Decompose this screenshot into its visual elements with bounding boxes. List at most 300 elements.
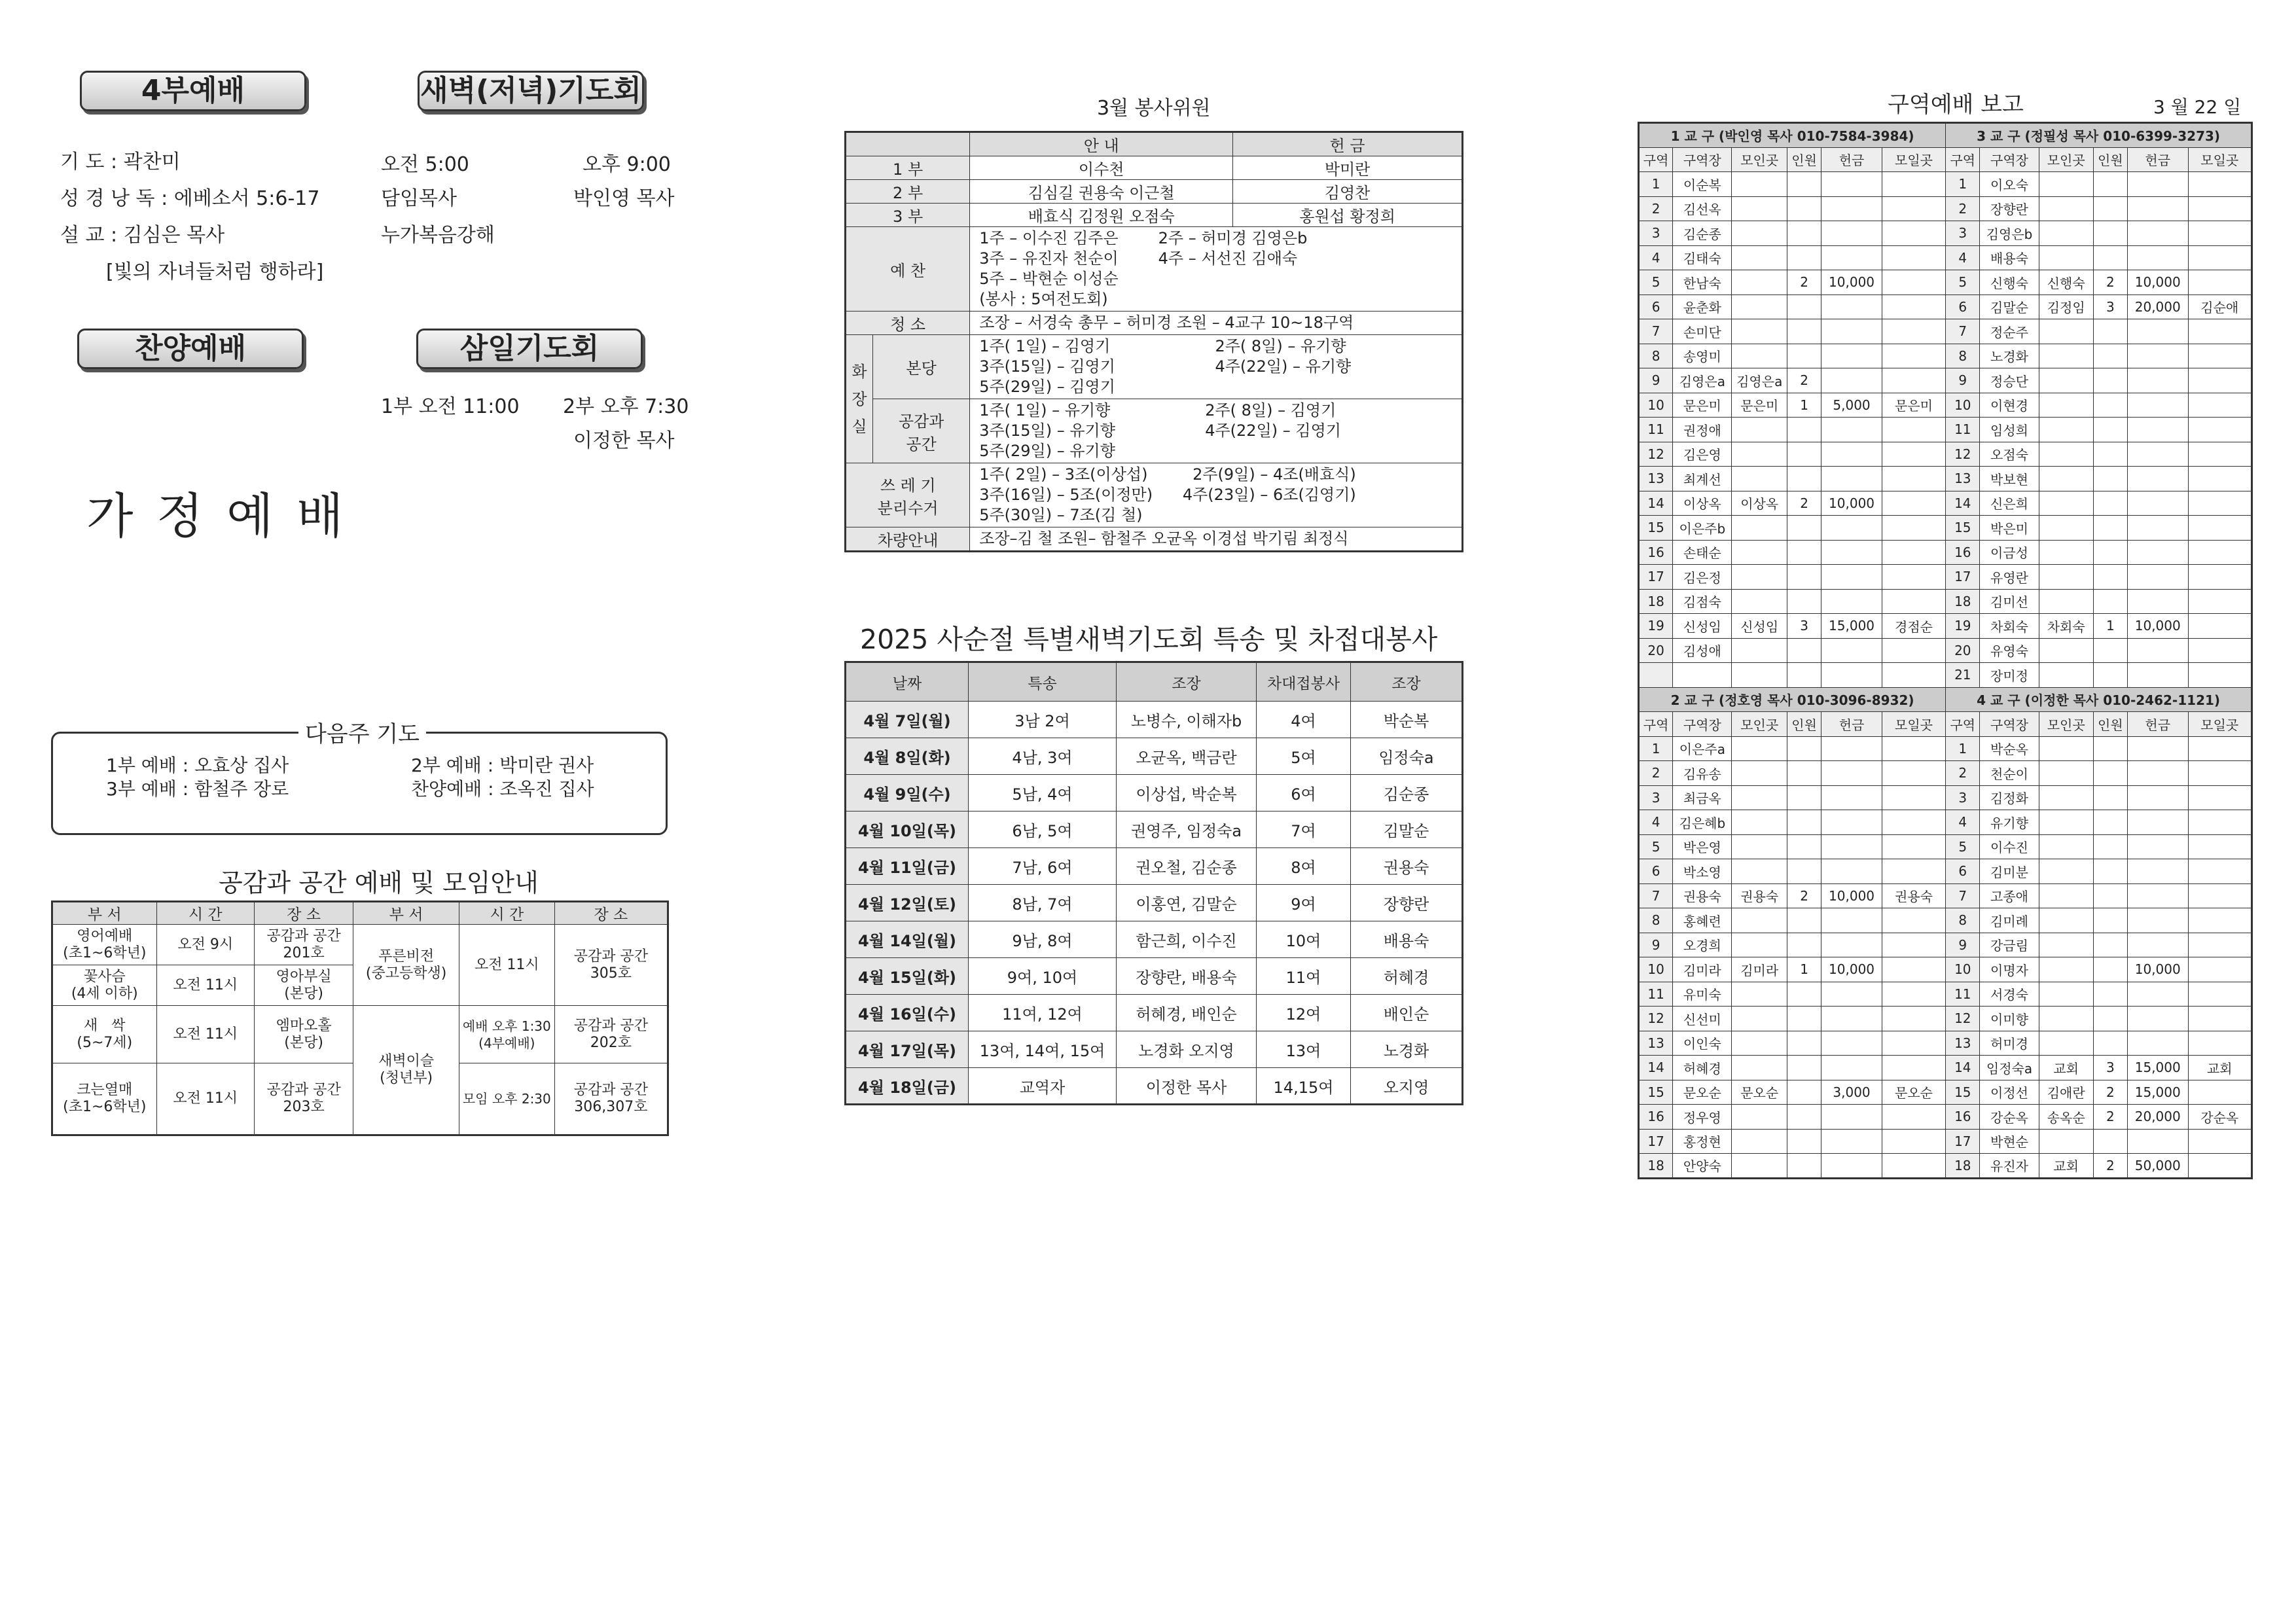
reading-line: 성 경 낭 독 : 에베소서 5:6-17 bbox=[60, 187, 320, 210]
district-cell: 10,000 bbox=[1821, 270, 1882, 295]
district-cell: 이정선 bbox=[1980, 1080, 2039, 1105]
lent-title: 2025 사순절 특별새벽기도회 특송 및 차접대봉사 bbox=[860, 624, 1438, 655]
district-cell bbox=[2188, 761, 2251, 786]
district-cell: 송영미 bbox=[1673, 344, 1732, 368]
district-cell bbox=[2039, 196, 2093, 221]
district-cell: 정우영 bbox=[1673, 1105, 1732, 1130]
district-cell: 15 bbox=[1639, 1080, 1673, 1105]
district-cell: 2 bbox=[1787, 368, 1821, 393]
gm-cell: 공감과 공간 201호 bbox=[254, 925, 353, 965]
gm-cell: 오전 11시 bbox=[459, 925, 554, 1006]
district-cell bbox=[1821, 982, 1882, 1007]
gm-cell: 푸른비전 (중고등학생) bbox=[353, 925, 459, 1006]
district-cell bbox=[1882, 319, 1945, 344]
svc-f1-label: 본당 bbox=[873, 335, 970, 399]
district-cell: 17 bbox=[1639, 1129, 1673, 1154]
lent-cell: 13여, 14여, 15여 bbox=[969, 1031, 1117, 1068]
district-row bbox=[1639, 491, 2252, 516]
gm-cell: 공감과 공간 203호 bbox=[254, 1063, 353, 1135]
district-cell: 3 bbox=[1946, 785, 1980, 810]
district-column-head: 구역 bbox=[1946, 712, 1980, 737]
header-dawn-prayer: 새벽(저녁)기도회 bbox=[418, 71, 644, 111]
district-cell: 12 bbox=[1639, 442, 1673, 467]
district-cell bbox=[1821, 761, 1882, 786]
district-cell bbox=[1732, 467, 1787, 491]
district-cell: 김정임 bbox=[2039, 294, 2093, 319]
district-cell bbox=[2039, 663, 2093, 688]
district-column-head: 구역장 bbox=[1673, 147, 1732, 172]
district-row bbox=[1639, 540, 2252, 565]
lent-row bbox=[846, 921, 1463, 958]
district-cell: 이은주b bbox=[1673, 516, 1732, 541]
district-row bbox=[1639, 467, 2252, 491]
district-cell: 10,000 bbox=[2127, 957, 2188, 982]
lent-cell: 6남, 5여 bbox=[969, 812, 1117, 848]
district-cell bbox=[1821, 344, 1882, 368]
district-cell bbox=[2093, 638, 2127, 663]
gm-head: 부 서 bbox=[353, 902, 459, 925]
lent-cell: 오지영 bbox=[1351, 1068, 1463, 1105]
district-cell bbox=[2039, 221, 2093, 246]
gm-cell: 오전 9시 bbox=[156, 925, 254, 965]
district-cell: 천순이 bbox=[1980, 761, 2039, 786]
district-cell: 송옥순 bbox=[2039, 1105, 2093, 1130]
district-name: 2 교 구 (정호영 목사 010-3096-8932) bbox=[1639, 687, 1946, 712]
district-cell: 이은주a bbox=[1673, 736, 1732, 761]
district-cell: 신행숙 bbox=[2039, 270, 2093, 295]
lent-table bbox=[844, 661, 1463, 1105]
district-row bbox=[1639, 663, 2252, 688]
district-cell: 이인숙 bbox=[1673, 1031, 1732, 1056]
gm-cell: 오전 11시 bbox=[156, 1006, 254, 1063]
district-cell bbox=[1882, 1154, 1945, 1179]
district-cell: 김순애 bbox=[2188, 294, 2251, 319]
district-cell bbox=[1787, 736, 1821, 761]
district-cell bbox=[2127, 736, 2188, 761]
district-cell bbox=[2188, 245, 2251, 270]
district-cell: 이수진 bbox=[1980, 834, 2039, 859]
district-cell: 18 bbox=[1946, 1154, 1980, 1179]
district-cell bbox=[1732, 663, 1787, 688]
district-cell bbox=[2127, 491, 2188, 516]
district-cell: 김미라 bbox=[1732, 957, 1787, 982]
district-cell: 5 bbox=[1946, 834, 1980, 859]
header-wednesday-prayer: 삼일기도회 bbox=[416, 329, 643, 369]
district-cell bbox=[2188, 540, 2251, 565]
district-cell: 8 bbox=[1946, 344, 1980, 368]
district-cell: 14 bbox=[1946, 1056, 1980, 1080]
wed-first: 1부 오전 11:00 bbox=[381, 395, 520, 418]
district-cell: 강순옥 bbox=[2188, 1105, 2251, 1130]
district-cell bbox=[2127, 1031, 2188, 1056]
district-cell bbox=[1821, 810, 1882, 835]
district-cell: 7 bbox=[1639, 883, 1673, 908]
district-cell bbox=[1787, 1105, 1821, 1130]
district-cell: 1 bbox=[1946, 736, 1980, 761]
lent-cell: 4월 9일(수) bbox=[846, 775, 969, 812]
lent-cell: 4월 18일(금) bbox=[846, 1068, 969, 1105]
district-cell: 김영은b bbox=[1980, 221, 2039, 246]
district-cell bbox=[1732, 1031, 1787, 1056]
district-row bbox=[1639, 221, 2252, 246]
lent-cell: 4여 bbox=[1257, 702, 1351, 738]
district-cell bbox=[2093, 859, 2127, 884]
lent-cell: 9여, 10여 bbox=[969, 958, 1117, 995]
district-cell: 강순옥 bbox=[1980, 1105, 2039, 1130]
district-column-head: 헌금 bbox=[1821, 147, 1882, 172]
district-cell: 유기향 bbox=[1980, 810, 2039, 835]
district-cell: 김순종 bbox=[1673, 221, 1732, 246]
district-cell bbox=[1882, 1007, 1945, 1031]
svc-f2-label: 공감과 공간 bbox=[873, 399, 970, 463]
district-row bbox=[1639, 638, 2252, 663]
dawn-series: 누가복음강해 bbox=[381, 224, 495, 247]
lent-cell: 허혜경, 배인순 bbox=[1117, 995, 1257, 1031]
district-cell bbox=[1882, 933, 1945, 957]
district-cell bbox=[2188, 834, 2251, 859]
district-cell: 50,000 bbox=[2127, 1154, 2188, 1179]
district-cell bbox=[1732, 589, 1787, 614]
district-cell bbox=[2188, 491, 2251, 516]
lent-cell: 4월 8일(화) bbox=[846, 738, 969, 775]
district-cell bbox=[1882, 785, 1945, 810]
district-cell bbox=[2039, 957, 2093, 982]
lent-cell: 임정숙a bbox=[1351, 738, 1463, 775]
district-row bbox=[1639, 196, 2252, 221]
district-cell: 5,000 bbox=[1821, 393, 1882, 418]
district-cell bbox=[2093, 442, 2127, 467]
district-cell bbox=[2127, 589, 2188, 614]
district-cell: 유진자 bbox=[1980, 1154, 2039, 1179]
lent-cell: 김순종 bbox=[1351, 775, 1463, 812]
district-cell: 김말순 bbox=[1980, 294, 2039, 319]
district-cell: 이현경 bbox=[1980, 393, 2039, 418]
lent-row bbox=[846, 958, 1463, 995]
district-column-head: 구역 bbox=[1639, 712, 1673, 737]
district-cell bbox=[2039, 172, 2093, 197]
district-cell: 10 bbox=[1946, 393, 1980, 418]
district-cell: 19 bbox=[1639, 614, 1673, 639]
district-cell: 임성희 bbox=[1980, 418, 2039, 442]
district-table bbox=[1638, 122, 2253, 1179]
district-cell bbox=[2093, 245, 2127, 270]
district-cell bbox=[2093, 565, 2127, 590]
district-cell: 김은영 bbox=[1673, 442, 1732, 467]
district-cell bbox=[2039, 565, 2093, 590]
lent-cell: 김말순 bbox=[1351, 812, 1463, 848]
lent-row bbox=[846, 995, 1463, 1031]
district-cell bbox=[1882, 172, 1945, 197]
district-cell bbox=[2127, 344, 2188, 368]
district-cell bbox=[1787, 245, 1821, 270]
district-cell: 15 bbox=[1946, 516, 1980, 541]
district-cell: 허혜경 bbox=[1673, 1056, 1732, 1080]
lent-row bbox=[846, 702, 1463, 738]
district-cell: 14 bbox=[1639, 491, 1673, 516]
district-cell bbox=[2039, 638, 2093, 663]
district-cell bbox=[1821, 1031, 1882, 1056]
district-cell: 박순옥 bbox=[1980, 736, 2039, 761]
district-cell: 16 bbox=[1639, 540, 1673, 565]
district-cell bbox=[1787, 933, 1821, 957]
lent-cell: 5남, 4여 bbox=[969, 775, 1117, 812]
district-cell bbox=[1732, 1154, 1787, 1179]
district-cell bbox=[1882, 516, 1945, 541]
district-cell bbox=[2039, 442, 2093, 467]
district-cell bbox=[2093, 221, 2127, 246]
svc-cell: 홍원섭 황정희 bbox=[1233, 204, 1463, 227]
gm-head: 시 간 bbox=[156, 902, 254, 925]
district-cell: 3 bbox=[1946, 221, 1980, 246]
district-cell: 10,000 bbox=[1821, 883, 1882, 908]
lent-cell: 노경화 bbox=[1351, 1031, 1463, 1068]
district-cell bbox=[1882, 270, 1945, 295]
district-cell: 임정숙a bbox=[1980, 1056, 2039, 1080]
district-cell: 오점숙 bbox=[1980, 442, 2039, 467]
district-cell bbox=[1787, 221, 1821, 246]
district-cell: 2 bbox=[2093, 1105, 2127, 1130]
district-cell bbox=[1882, 344, 1945, 368]
district-cell bbox=[2039, 245, 2093, 270]
district-cell: 이명자 bbox=[1980, 957, 2039, 982]
district-cell bbox=[2188, 638, 2251, 663]
district-row bbox=[1639, 883, 2252, 908]
gm-cell: 영어예배 (초1~6학년) bbox=[52, 925, 157, 965]
district-cell bbox=[1787, 516, 1821, 541]
district-cell: 1 bbox=[1787, 393, 1821, 418]
district-cell bbox=[1821, 221, 1882, 246]
district-cell: 권용숙 bbox=[1882, 883, 1945, 908]
district-cell bbox=[2039, 883, 2093, 908]
district-cell bbox=[1732, 638, 1787, 663]
district-cell: 15,000 bbox=[1821, 614, 1882, 639]
district-cell bbox=[2093, 418, 2127, 442]
district-cell bbox=[1787, 1080, 1821, 1105]
district-cell: 이상옥 bbox=[1732, 491, 1787, 516]
district-cell bbox=[2039, 491, 2093, 516]
district-cell: 13 bbox=[1946, 1031, 1980, 1056]
district-row bbox=[1639, 1007, 2252, 1031]
prayer-line: 기 도 : 곽찬미 bbox=[60, 151, 181, 173]
district-cell bbox=[2127, 442, 2188, 467]
district-cell bbox=[2188, 810, 2251, 835]
district-columns-row bbox=[1639, 147, 2252, 172]
district-row bbox=[1639, 1105, 2252, 1130]
sp-head: 조장 bbox=[1351, 662, 1463, 702]
district-cell bbox=[1787, 172, 1821, 197]
district-cell bbox=[1732, 1105, 1787, 1130]
district-column-head: 구역 bbox=[1639, 147, 1673, 172]
district-cell: 4 bbox=[1946, 810, 1980, 835]
district-cell bbox=[1787, 442, 1821, 467]
district-column-head: 인원 bbox=[1787, 712, 1821, 737]
district-cell: 10 bbox=[1639, 957, 1673, 982]
gm-head: 장 소 bbox=[254, 902, 353, 925]
lent-row bbox=[846, 812, 1463, 848]
district-cell: 강금림 bbox=[1980, 933, 2039, 957]
lent-cell: 4월 17일(목) bbox=[846, 1031, 969, 1068]
district-row bbox=[1639, 270, 2252, 295]
district-cell bbox=[1821, 785, 1882, 810]
district-cell: 김태숙 bbox=[1673, 245, 1732, 270]
dawn-pm: 오후 9:00 bbox=[583, 153, 671, 176]
gm-cell: 크는열매 (초1~6학년) bbox=[52, 1063, 157, 1135]
district-cell bbox=[1787, 638, 1821, 663]
district-row bbox=[1639, 957, 2252, 982]
district-cell bbox=[2039, 761, 2093, 786]
district-cell bbox=[2039, 859, 2093, 884]
district-cell bbox=[2188, 933, 2251, 957]
svc-car: 조장–김 철 조원– 함철주 오균옥 이경섭 박기림 최정식 bbox=[970, 527, 1463, 552]
district-cell: 2 bbox=[1639, 761, 1673, 786]
district-cell bbox=[1821, 638, 1882, 663]
district-cell: 손태순 bbox=[1673, 540, 1732, 565]
district-cell bbox=[1821, 1056, 1882, 1080]
lent-cell: 배인순 bbox=[1351, 995, 1463, 1031]
district-cell bbox=[2127, 908, 2188, 933]
district-cell: 정순주 bbox=[1980, 319, 2039, 344]
district-cell: 1 bbox=[2093, 614, 2127, 639]
district-column-head: 구역장 bbox=[1673, 712, 1732, 737]
district-column-head: 모일곳 bbox=[2188, 712, 2251, 737]
svc-choir-label: 예 찬 bbox=[846, 227, 970, 312]
district-cell bbox=[1882, 638, 1945, 663]
lent-cell: 권영주, 임정숙a bbox=[1117, 812, 1257, 848]
svc-cell: 김심길 권용숙 이근철 bbox=[970, 180, 1233, 204]
svc-f1: 1주( 1일) – 김영기 2주( 8일) – 유기향 3주(15일) – 김영기 4주(22일) – 유기향 5주(29일) – 김영기 bbox=[970, 335, 1463, 399]
svc-cell: 박미란 bbox=[1233, 156, 1463, 180]
district-cell bbox=[2188, 565, 2251, 590]
district-cell: 김은정 bbox=[1673, 565, 1732, 590]
lent-cell: 14,15여 bbox=[1257, 1068, 1351, 1105]
district-cell bbox=[2039, 1007, 2093, 1031]
district-column-head: 모인곳 bbox=[2039, 712, 2093, 737]
district-cell bbox=[1787, 908, 1821, 933]
gathering-table bbox=[51, 901, 669, 1136]
district-cell bbox=[1821, 1154, 1882, 1179]
district-cell bbox=[2093, 982, 2127, 1007]
district-cell: 신행숙 bbox=[1980, 270, 2039, 295]
district-cell: 이미향 bbox=[1980, 1007, 2039, 1031]
district-cell: 1 bbox=[1787, 957, 1821, 982]
district-cell bbox=[2127, 540, 2188, 565]
district-cell: 2 bbox=[2093, 1080, 2127, 1105]
district-cell bbox=[1882, 982, 1945, 1007]
district-cell: 9 bbox=[1639, 368, 1673, 393]
district-cell: 장미정 bbox=[1980, 663, 2039, 688]
district-row bbox=[1639, 908, 2252, 933]
district-cell bbox=[2127, 859, 2188, 884]
district-cell: 13 bbox=[1639, 1031, 1673, 1056]
district-cell bbox=[2188, 859, 2251, 884]
district-header-row bbox=[1639, 123, 2252, 148]
district-cell: 14 bbox=[1639, 1056, 1673, 1080]
district-cell: 20 bbox=[1946, 638, 1980, 663]
dawn-am: 오전 5:00 bbox=[381, 153, 469, 176]
district-cell: 9 bbox=[1639, 933, 1673, 957]
gm-head: 장 소 bbox=[554, 902, 668, 925]
district-cell bbox=[1732, 344, 1787, 368]
district-cell bbox=[1882, 1056, 1945, 1080]
lent-row bbox=[846, 1068, 1463, 1105]
district-cell bbox=[1821, 294, 1882, 319]
district-cell bbox=[2093, 834, 2127, 859]
district-cell bbox=[1787, 834, 1821, 859]
district-cell bbox=[2093, 736, 2127, 761]
district-cell bbox=[1882, 221, 1945, 246]
district-cell bbox=[1732, 540, 1787, 565]
lent-cell: 함근희, 이수진 bbox=[1117, 921, 1257, 958]
district-cell bbox=[1787, 1154, 1821, 1179]
district-cell: 12 bbox=[1946, 442, 1980, 467]
lent-cell: 4월 11일(금) bbox=[846, 848, 969, 885]
district-cell: 15 bbox=[1946, 1080, 1980, 1105]
district-cell bbox=[2188, 957, 2251, 982]
svc-head: 헌 금 bbox=[1233, 132, 1463, 156]
district-cell: 11 bbox=[1639, 418, 1673, 442]
gm-cell: 꽃사슴 (4세 이하) bbox=[52, 965, 157, 1006]
lent-cell: 4월 10일(목) bbox=[846, 812, 969, 848]
district-cell bbox=[1882, 810, 1945, 835]
district-cell: 김점숙 bbox=[1673, 589, 1732, 614]
district-cell bbox=[2188, 1031, 2251, 1056]
district-cell bbox=[2188, 1080, 2251, 1105]
district-cell: 신성임 bbox=[1732, 614, 1787, 639]
district-cell: 19 bbox=[1946, 614, 1980, 639]
district-cell bbox=[1882, 442, 1945, 467]
district-cell bbox=[1821, 442, 1882, 467]
district-cell bbox=[1732, 196, 1787, 221]
district-cell: 7 bbox=[1639, 319, 1673, 344]
header-praise-service: 찬양예배 bbox=[77, 329, 304, 369]
district-cell bbox=[1882, 589, 1945, 614]
district-cell bbox=[2127, 467, 2188, 491]
district-cell bbox=[2039, 810, 2093, 835]
district-cell bbox=[2188, 393, 2251, 418]
district-cell bbox=[2188, 589, 2251, 614]
district-cell bbox=[2127, 516, 2188, 541]
district-cell: 고종애 bbox=[1980, 883, 2039, 908]
district-column-head: 헌금 bbox=[1821, 712, 1882, 737]
district-cell bbox=[2188, 368, 2251, 393]
district-cell: 7 bbox=[1946, 883, 1980, 908]
district-cell: 13 bbox=[1946, 467, 1980, 491]
district-cell bbox=[1732, 294, 1787, 319]
district-cell: 홍혜련 bbox=[1673, 908, 1732, 933]
district-cell: 홍정현 bbox=[1673, 1129, 1732, 1154]
district-cell bbox=[1787, 663, 1821, 688]
lent-cell: 이홍연, 김말순 bbox=[1117, 885, 1257, 921]
district-cell bbox=[2093, 196, 2127, 221]
district-cell bbox=[1787, 810, 1821, 835]
district-cell bbox=[2188, 319, 2251, 344]
district-cell bbox=[1787, 294, 1821, 319]
district-cell bbox=[2127, 245, 2188, 270]
district-cell: 17 bbox=[1946, 1129, 1980, 1154]
lent-cell: 4남, 3여 bbox=[969, 738, 1117, 775]
district-cell bbox=[2127, 172, 2188, 197]
district-cell: 교회 bbox=[2039, 1056, 2093, 1080]
district-cell bbox=[2039, 982, 2093, 1007]
next-prayer-4: 찬양예배 : 조옥진 집사 bbox=[411, 778, 594, 800]
district-cell: 안양숙 bbox=[1673, 1154, 1732, 1179]
lent-row bbox=[846, 775, 1463, 812]
lent-row bbox=[846, 738, 1463, 775]
district-column-head: 구역 bbox=[1946, 147, 1980, 172]
district-cell: 16 bbox=[1946, 540, 1980, 565]
gm-cell: 공감과 공간 202호 bbox=[554, 1006, 668, 1063]
report-date: 3 월 22 일 bbox=[2153, 96, 2242, 118]
